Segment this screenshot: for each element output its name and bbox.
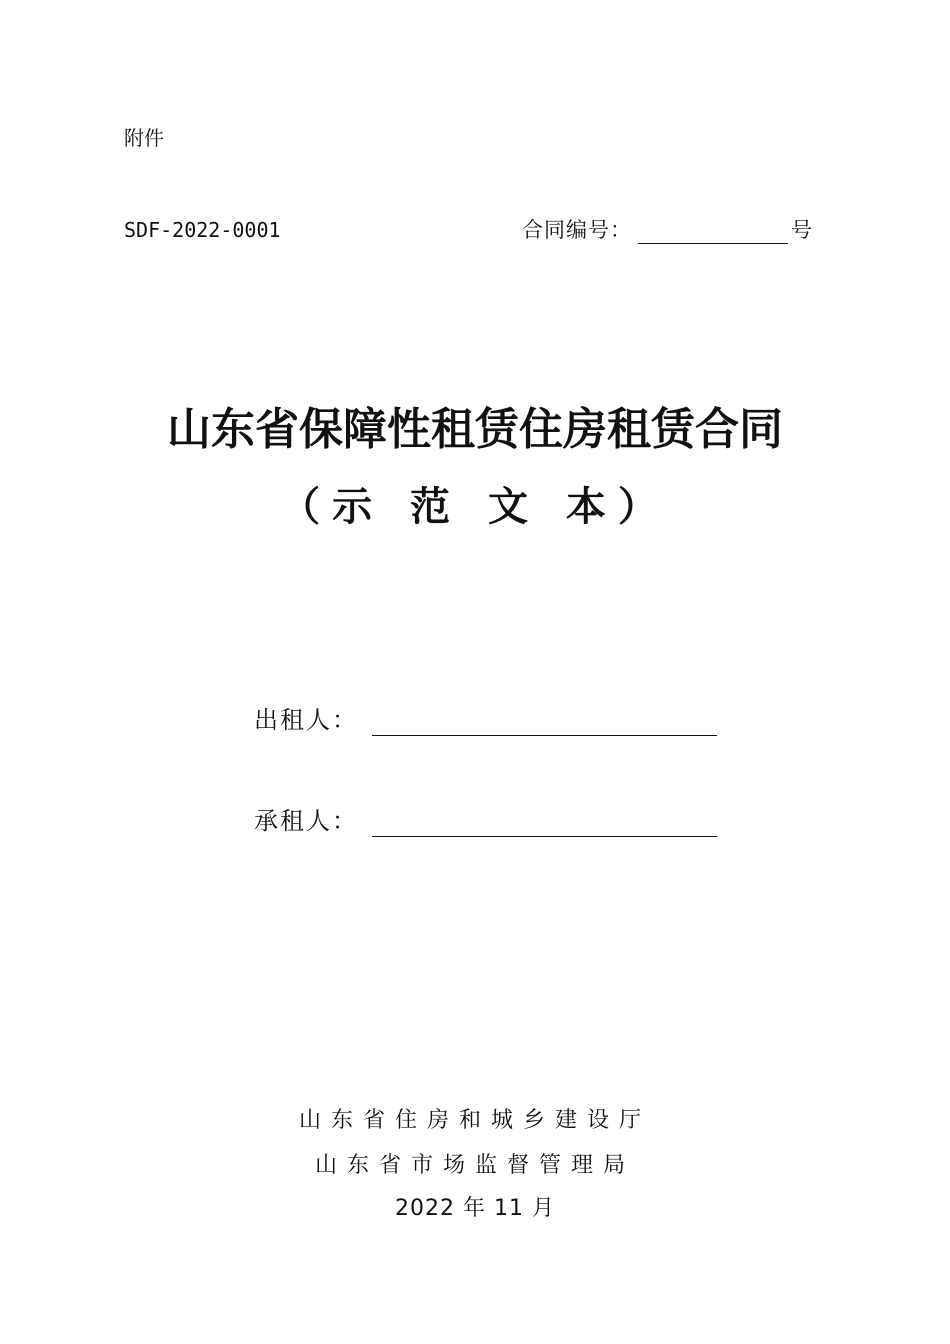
contract-number-label: 合同编号： (522, 218, 632, 242)
contract-number-suffix: 号 (791, 218, 812, 242)
document-subtitle: （示 范 文 本） (280, 483, 670, 530)
lessee-blank[interactable] (372, 808, 717, 837)
lessor-row (254, 704, 717, 736)
contract-number-blank[interactable] (638, 219, 788, 244)
lessor-blank[interactable] (372, 707, 717, 736)
lessor-label: 出租人： (254, 706, 358, 734)
document-code: SDF-2022-0001 (124, 218, 281, 242)
issuer-market-regulation-bureau: 山东省市场监督管理局 (314, 1153, 635, 1178)
lessee-label: 承租人： (254, 807, 358, 835)
attachment-label: 附件 (124, 126, 164, 150)
issuer-housing-department: 山东省住房和城乡建设厅 (298, 1108, 651, 1133)
document-title: 山东省保障性租赁住房租赁合同 (167, 404, 783, 455)
issue-date: 2022 年 11 月 (395, 1196, 555, 1221)
contract-number-row (522, 216, 812, 244)
lessee-row (254, 805, 717, 837)
